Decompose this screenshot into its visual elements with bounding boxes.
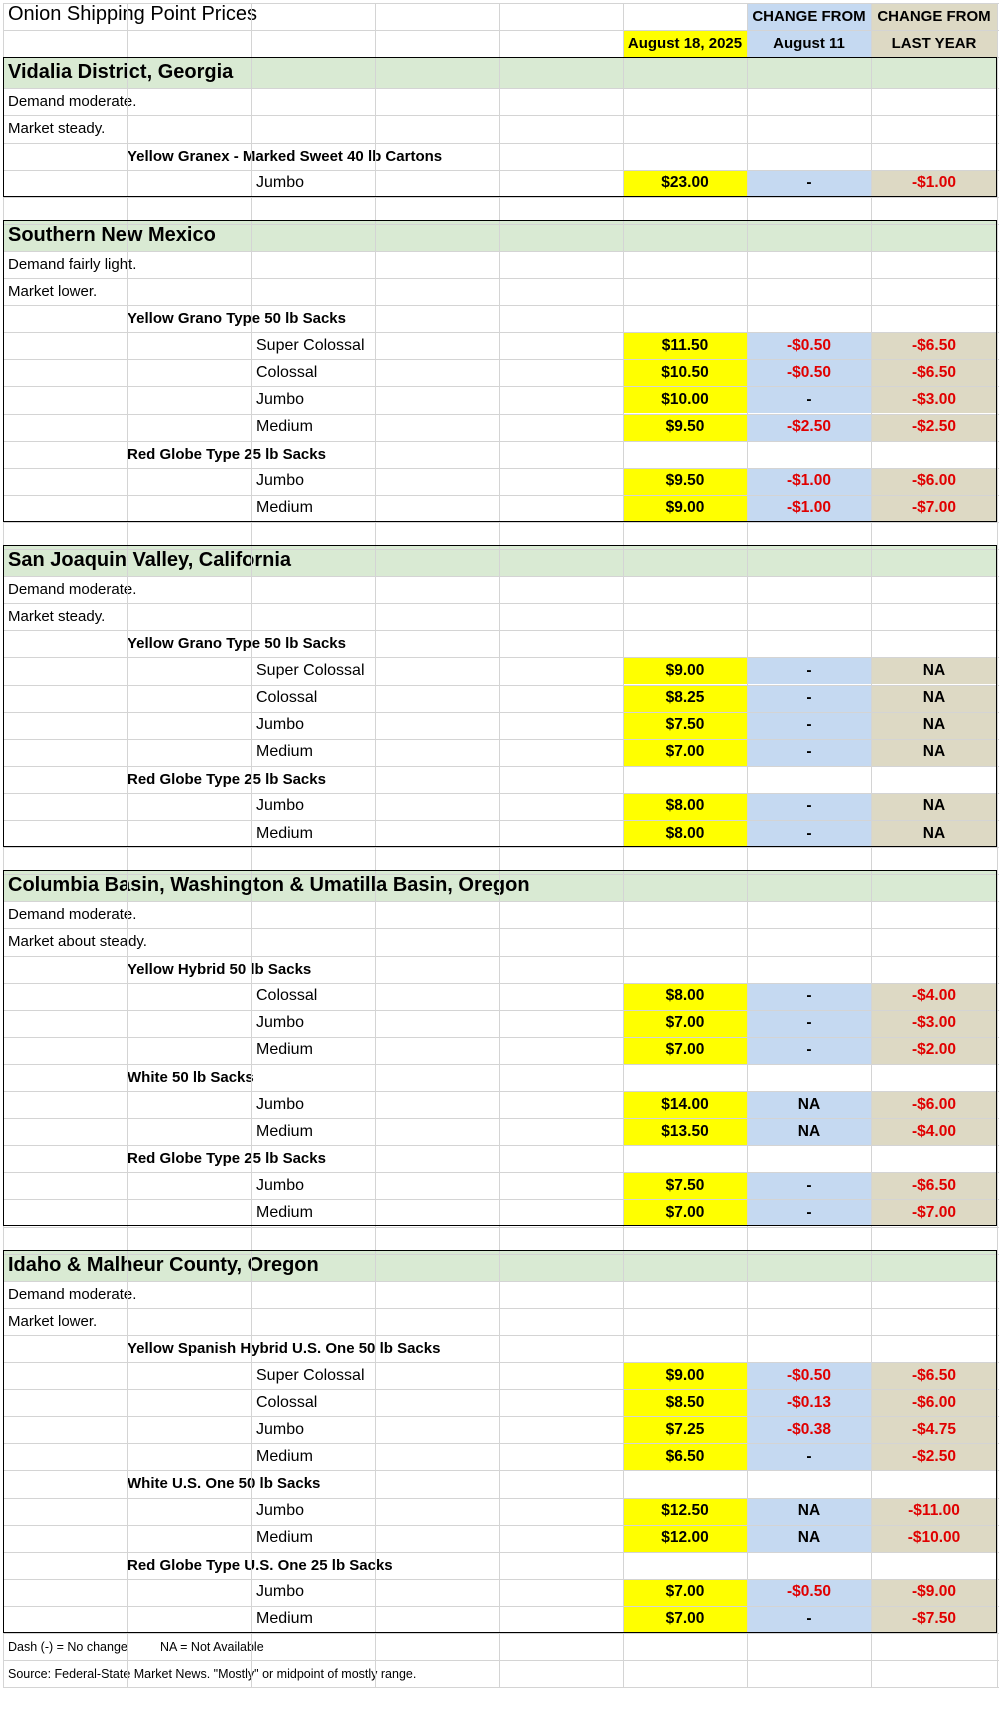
section-title: Idaho & Malheur County, Oregon: [8, 1253, 319, 1276]
grid-line: [3, 522, 999, 523]
grid-line: [3, 1010, 999, 1011]
grid-line: [3, 685, 999, 686]
grid-line: [3, 3, 4, 1687]
price-value: $7.00: [665, 1041, 705, 1059]
grid-line: [3, 739, 999, 740]
year-change-value: -$6.00: [912, 1393, 956, 1411]
size-label: Jumbo: [256, 1014, 305, 1032]
grid-line: [3, 414, 999, 415]
price-value: $8.00: [665, 824, 705, 842]
source-note: Source: Federal-State Market News. "Mostly" or midpoint of mostly range.: [8, 1666, 417, 1681]
price-value: $9.50: [665, 418, 705, 436]
market-note: Market steady.: [8, 120, 106, 138]
market-note: Market steady.: [8, 608, 106, 626]
legend-na: NA = Not Available: [160, 1639, 264, 1654]
week-change-value: -: [806, 390, 812, 408]
size-label: Medium: [256, 743, 313, 761]
week-change-value: -: [806, 797, 812, 815]
grid-line: [3, 1660, 999, 1661]
year-change-value: NA: [922, 689, 946, 707]
product-label: White 50 lb Sacks: [127, 1068, 254, 1086]
year-change-value: -$9.00: [912, 1583, 956, 1601]
week-change-value: -$0.50: [787, 336, 831, 354]
price-value: $7.00: [665, 1203, 705, 1221]
grid-line: [3, 1199, 999, 1200]
change-week-header: CHANGE FROM: [752, 8, 866, 26]
week-change-value: -: [806, 1203, 812, 1221]
price-value: $7.00: [665, 1014, 705, 1032]
size-label: Jumbo: [256, 1095, 305, 1113]
size-label: Super Colossal: [256, 661, 365, 679]
price-value: $8.50: [665, 1393, 705, 1411]
grid-line: [3, 712, 999, 713]
grid-line: [3, 170, 999, 171]
grid-line: [251, 3, 252, 1687]
grid-line: [3, 928, 999, 929]
week-change-value: -$0.38: [787, 1420, 831, 1438]
price-value: $13.50: [661, 1122, 709, 1140]
grid-line: [3, 1335, 999, 1336]
price-value: $12.50: [661, 1502, 709, 1520]
grid-line: [3, 251, 999, 252]
price-value: $8.25: [665, 689, 705, 707]
grid-line: [3, 495, 999, 496]
week-change-value: NA: [797, 1095, 821, 1113]
week-change-value: NA: [797, 1122, 821, 1140]
grid-line: [3, 1633, 999, 1634]
year-change-value: NA: [922, 797, 946, 815]
size-label: Super Colossal: [256, 336, 365, 354]
product-label: Red Globe Type U.S. One 25 lb Sacks: [127, 1556, 393, 1574]
grid-line: [747, 3, 748, 1687]
product-label: Red Globe Type 25 lb Sacks: [127, 770, 326, 788]
price-value: $23.00: [661, 174, 709, 192]
week-change-value: -: [806, 689, 812, 707]
year-change-value: -$4.75: [912, 1420, 956, 1438]
change-year-header: CHANGE FROM: [877, 8, 991, 26]
year-change-value: -$2.50: [912, 418, 956, 436]
grid-line: [3, 1362, 999, 1363]
price-value: $7.50: [665, 1176, 705, 1194]
grid-line: [3, 766, 999, 767]
year-change-value: -$6.50: [912, 363, 956, 381]
section-title: San Joaquin Valley, California: [8, 549, 292, 572]
year-change-value: -$10.00: [907, 1529, 961, 1547]
grid-line: [3, 468, 999, 469]
grid-line: [3, 57, 999, 58]
product-label: Red Globe Type 25 lb Sacks: [127, 445, 326, 463]
year-change-value: -$6.50: [912, 1176, 956, 1194]
grid-line: [127, 3, 128, 1687]
grid-line: [3, 874, 999, 875]
price-value: $14.00: [661, 1095, 709, 1113]
grid-line: [3, 1227, 999, 1228]
price-value: $9.00: [665, 1366, 705, 1384]
grid-line: [3, 30, 999, 31]
section-title: Southern New Mexico: [8, 223, 216, 246]
grid-line: [3, 1308, 999, 1309]
change-year-label: LAST YEAR: [891, 35, 977, 53]
size-label: Jumbo: [256, 797, 305, 815]
demand-note: Demand moderate.: [8, 581, 137, 599]
year-change-value: -$6.50: [912, 336, 956, 354]
year-change-value: -$2.00: [912, 1041, 956, 1059]
year-change-value: -$1.00: [912, 174, 956, 192]
product-label: White U.S. One 50 lb Sacks: [127, 1475, 321, 1493]
grid-line: [3, 359, 999, 360]
grid-line: [3, 1416, 999, 1417]
size-label: Medium: [256, 1203, 313, 1221]
price-value: $8.00: [665, 797, 705, 815]
size-label: Jumbo: [256, 1583, 305, 1601]
size-label: Medium: [256, 1529, 313, 1547]
size-label: Jumbo: [256, 174, 305, 192]
grid-line: [3, 793, 999, 794]
grid-line: [499, 3, 500, 1687]
size-label: Jumbo: [256, 1502, 305, 1520]
size-label: Medium: [256, 499, 313, 517]
year-change-value: NA: [922, 661, 946, 679]
market-note: Market about steady.: [8, 933, 147, 951]
grid-line: [3, 576, 999, 577]
year-change-value: -$4.00: [912, 1122, 956, 1140]
size-label: Medium: [256, 1041, 313, 1059]
grid-line: [375, 3, 376, 1687]
grid-line: [3, 197, 999, 198]
year-change-value: NA: [922, 743, 946, 761]
price-value: $12.00: [661, 1529, 709, 1547]
week-change-value: -$0.50: [787, 1583, 831, 1601]
grid-line: [3, 305, 999, 306]
size-label: Medium: [256, 1122, 313, 1140]
size-label: Medium: [256, 1447, 313, 1465]
product-label: Yellow Granex - Marked Sweet 40 lb Cartons: [127, 147, 443, 165]
week-change-value: -: [806, 1176, 812, 1194]
size-label: Jumbo: [256, 716, 305, 734]
demand-note: Demand fairly light.: [8, 255, 137, 273]
product-label: Yellow Spanish Hybrid U.S. One 50 lb Sacks: [127, 1339, 441, 1357]
size-label: Medium: [256, 1610, 313, 1628]
grid-line: [3, 1552, 999, 1553]
demand-note: Demand moderate.: [8, 1285, 137, 1303]
year-change-value: -$7.00: [912, 1203, 956, 1221]
grid-line: [3, 1470, 999, 1471]
grid-line: [3, 983, 999, 984]
week-change-value: -: [806, 174, 812, 192]
size-label: Jumbo: [256, 472, 305, 490]
grid-line: [3, 278, 999, 279]
market-note: Market lower.: [8, 283, 98, 301]
grid-line: [3, 332, 999, 333]
price-value: $7.00: [665, 1583, 705, 1601]
year-change-value: -$7.50: [912, 1610, 956, 1628]
size-label: Jumbo: [256, 1420, 305, 1438]
price-value: $7.50: [665, 716, 705, 734]
week-change-value: -$0.50: [787, 1366, 831, 1384]
price-value: $6.50: [665, 1447, 705, 1465]
grid-line: [3, 88, 999, 89]
week-change-value: -$0.50: [787, 363, 831, 381]
year-change-value: NA: [922, 824, 946, 842]
size-label: Colossal: [256, 363, 318, 381]
grid-line: [3, 1606, 999, 1607]
grid-line: [3, 1281, 999, 1282]
grid-line: [3, 386, 999, 387]
price-value: $7.00: [665, 743, 705, 761]
page-title: Onion Shipping Point Prices: [8, 3, 258, 26]
week-change-value: NA: [797, 1502, 821, 1520]
grid-line: [997, 3, 998, 1687]
year-change-value: -$7.00: [912, 499, 956, 517]
section-title: Vidalia District, Georgia: [8, 61, 234, 84]
year-change-value: -$2.50: [912, 1447, 956, 1465]
year-change-value: -$3.00: [912, 390, 956, 408]
grid-line: [3, 1037, 999, 1038]
grid-line: [3, 1525, 999, 1526]
market-note: Market lower.: [8, 1312, 98, 1330]
year-change-value: -$6.00: [912, 1095, 956, 1113]
product-label: Yellow Grano Type 50 lb Sacks: [127, 635, 346, 653]
week-change-value: -: [806, 1041, 812, 1059]
price-value: $7.00: [665, 1610, 705, 1628]
year-change-value: -$6.00: [912, 472, 956, 490]
grid-line: [3, 956, 999, 957]
size-label: Super Colossal: [256, 1366, 365, 1384]
grid-line: [3, 847, 999, 848]
change-week-date: August 11: [773, 35, 845, 53]
price-value: $9.00: [665, 499, 705, 517]
grid-line: [3, 1443, 999, 1444]
size-label: Jumbo: [256, 1176, 305, 1194]
grid-line: [3, 1172, 999, 1173]
grid-line: [3, 1118, 999, 1119]
week-change-value: -: [806, 987, 812, 1005]
grid-line: [3, 549, 999, 550]
demand-note: Demand moderate.: [8, 906, 137, 924]
week-change-value: -$1.00: [787, 472, 831, 490]
legend-dash: Dash (-) = No change: [8, 1639, 128, 1654]
grid-line: [3, 441, 999, 442]
product-label: Yellow Hybrid 50 lb Sacks: [127, 960, 312, 978]
week-change-value: -: [806, 1447, 812, 1465]
size-label: Colossal: [256, 987, 318, 1005]
price-value: $11.50: [661, 336, 709, 354]
demand-note: Demand moderate.: [8, 93, 137, 111]
week-change-value: -: [806, 1014, 812, 1032]
size-label: Medium: [256, 418, 313, 436]
grid-line: [3, 1254, 999, 1255]
grid-line: [3, 1145, 999, 1146]
size-label: Colossal: [256, 1393, 318, 1411]
price-value: $10.00: [661, 390, 709, 408]
year-change-value: -$3.00: [912, 1014, 956, 1032]
grid-line: [3, 901, 999, 902]
grid-line: [3, 1687, 999, 1688]
grid-line: [871, 3, 872, 1687]
year-change-value: -$6.50: [912, 1366, 956, 1384]
grid-line: [3, 224, 999, 225]
grid-line: [3, 1091, 999, 1092]
grid-line: [3, 603, 999, 604]
grid-line: [623, 3, 624, 1687]
week-change-value: -: [806, 824, 812, 842]
grid-line: [3, 1498, 999, 1499]
year-change-value: -$4.00: [912, 987, 956, 1005]
price-value: $10.50: [661, 363, 709, 381]
week-change-value: NA: [797, 1529, 821, 1547]
week-change-value: -: [806, 743, 812, 761]
price-date-header: August 18, 2025: [627, 35, 743, 53]
week-change-value: -: [806, 1610, 812, 1628]
grid-line: [3, 143, 999, 144]
size-label: Medium: [256, 824, 313, 842]
year-change-value: -$11.00: [908, 1502, 960, 1520]
grid-line: [3, 115, 999, 116]
week-change-value: -: [806, 661, 812, 679]
grid-line: [3, 1064, 999, 1065]
grid-line: [3, 657, 999, 658]
price-value: $7.25: [665, 1420, 705, 1438]
size-label: Jumbo: [256, 390, 305, 408]
week-change-value: -$2.50: [787, 418, 831, 436]
grid-line: [3, 1389, 999, 1390]
section-title: Columbia Basin, Washington & Umatilla Basin, Oregon: [8, 874, 530, 897]
week-change-value: -: [806, 716, 812, 734]
product-label: Red Globe Type 25 lb Sacks: [127, 1150, 326, 1168]
price-value: $9.50: [665, 472, 705, 490]
grid-line: [3, 3, 999, 4]
price-value: $8.00: [665, 987, 705, 1005]
product-label: Yellow Grano Type 50 lb Sacks: [127, 310, 346, 328]
grid-line: [3, 1579, 999, 1580]
week-change-value: -$0.13: [787, 1393, 831, 1411]
size-label: Colossal: [256, 689, 318, 707]
price-value: $9.00: [665, 661, 705, 679]
week-change-value: -$1.00: [787, 499, 831, 517]
grid-line: [3, 630, 999, 631]
year-change-value: NA: [922, 716, 946, 734]
grid-line: [3, 820, 999, 821]
